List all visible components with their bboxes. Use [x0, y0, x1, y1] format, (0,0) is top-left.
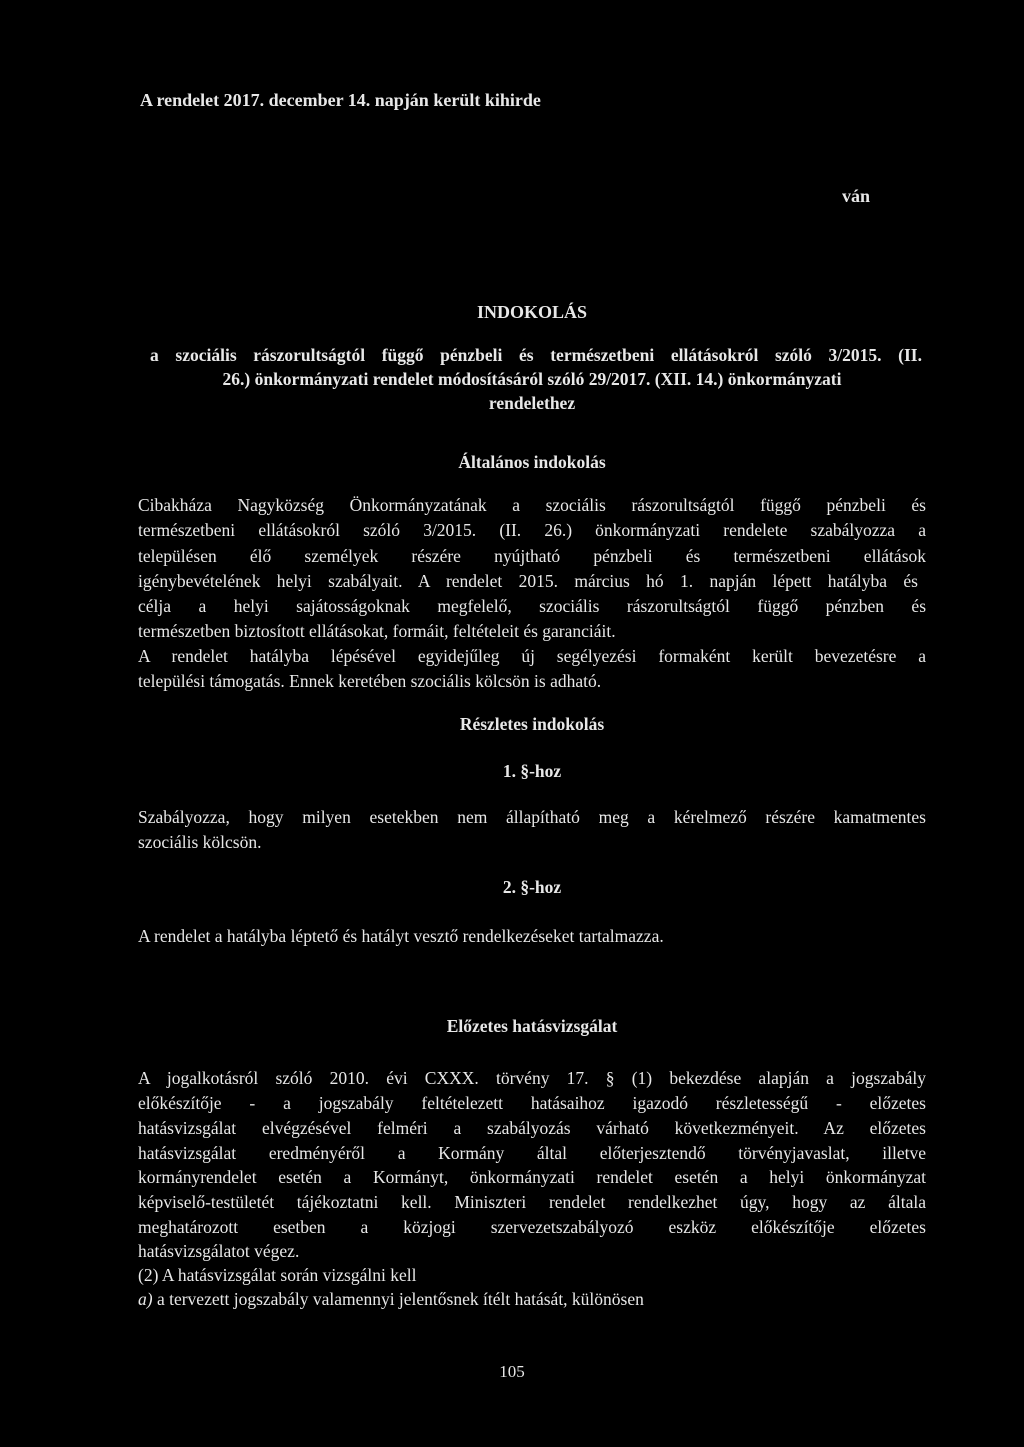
subtitle-line: rendelethez — [488, 393, 576, 413]
section-label: 2. §-hoz — [502, 877, 562, 897]
paragraph-line — [138, 1288, 926, 1310]
paragraph-line: igénybevételének helyi szabályait. A rendelet 2015. március hó 1. napján lépett hatályba és — [138, 571, 918, 591]
paragraph-line: települési támogatás. Ennek keretében szociális kölcsön is adható. — [138, 671, 602, 691]
impact-heading: Előzetes hatásvizsgálat — [446, 1016, 618, 1036]
paragraph-line: hatásvizsgálat eredményéről a Kormány által előterjesztendő törvényjavaslat, illetve — [138, 1143, 926, 1163]
paragraph-line: A rendelet hatályba lépésével egyidejűleg új segélyezési formaként került bevezetésre a — [138, 646, 926, 666]
paragraph-line: hatásvizsgálatot végez. — [138, 1241, 300, 1261]
list-item-text: a tervezett jogszabály valamennyi jelentősnek ítélt hatását, különösen — [152, 1289, 644, 1309]
paragraph-line: természetbeni ellátásokról szóló 3/2015. (II. 26.) önkormányzati rendelete szabályozza a — [138, 520, 926, 540]
paragraph-line: természetben biztosított ellátásokat, formáit, feltételeit és garanciáit. — [138, 621, 616, 641]
signature-fragment: ván — [842, 186, 871, 206]
list-marker: a) — [138, 1289, 153, 1309]
paragraph-line: Cibakháza Nagyközség Önkormányzatának a szociális rászorultságtól függő pénzbeli és — [138, 495, 926, 515]
general-heading: Általános indokolás — [458, 452, 606, 472]
paragraph-line: meghatározott esetben a közjogi szervezetszabályozó eszköz előkészítője előzetes — [138, 1217, 926, 1237]
subtitle-line: 26.) önkormányzati rendelet módosításáról szóló 29/2017. (XII. 14.) önkormányzati — [222, 369, 842, 389]
paragraph-line: képviselő-testületét tájékoztatni kell. Miniszteri rendelet rendelkezhet úgy, hogy az általa — [138, 1192, 926, 1212]
paragraph-line: A jogalkotásról szóló 2010. évi CXXX. törvény 17. § (1) bekezdése alapján a jogszabály — [138, 1068, 926, 1088]
paragraph-line: (2) A hatásvizsgálat során vizsgálni kell — [138, 1265, 417, 1285]
detailed-heading: Részletes indokolás — [459, 714, 605, 734]
paragraph-line: A rendelet a hatályba léptető és hatályt vesztő rendelkezéseket tartalmazza. — [138, 926, 664, 946]
section-label: 1. §-hoz — [502, 761, 562, 781]
page-number: 105 — [499, 1362, 525, 1381]
subtitle-line: a szociális rászorultságtól függő pénzbeli és természetbeni ellátásokról szóló 3/2015. (II. — [150, 345, 922, 365]
paragraph-line: szociális kölcsön. — [138, 832, 262, 852]
document-title: INDOKOLÁS — [476, 302, 588, 322]
paragraph-line: előkészítője - a jogszabály feltételezett hatásaihoz igazodó részletességű - előzetes — [138, 1093, 926, 1113]
paragraph-line: Szabályozza, hogy milyen esetekben nem állapítható meg a kérelmező részére kamatmentes — [138, 807, 926, 827]
publication-note: A rendelet 2017. december 14. napján került kihirde — [140, 90, 541, 110]
paragraph-line: településen élő személyek részére nyújtható pénzbeli és természetbeni ellátások — [138, 546, 926, 566]
paragraph-line: kormányrendelet esetén a Kormányt, önkormányzati rendelet esetén a helyi önkormányzat — [138, 1167, 926, 1187]
paragraph-line: hatásvizsgálat elvégzésével felméri a szabályozás várható következményeit. Az előzetes — [138, 1118, 926, 1138]
paragraph-line: célja a helyi sajátosságoknak megfelelő, szociális rászorultságtól függő pénzben és — [138, 596, 926, 616]
